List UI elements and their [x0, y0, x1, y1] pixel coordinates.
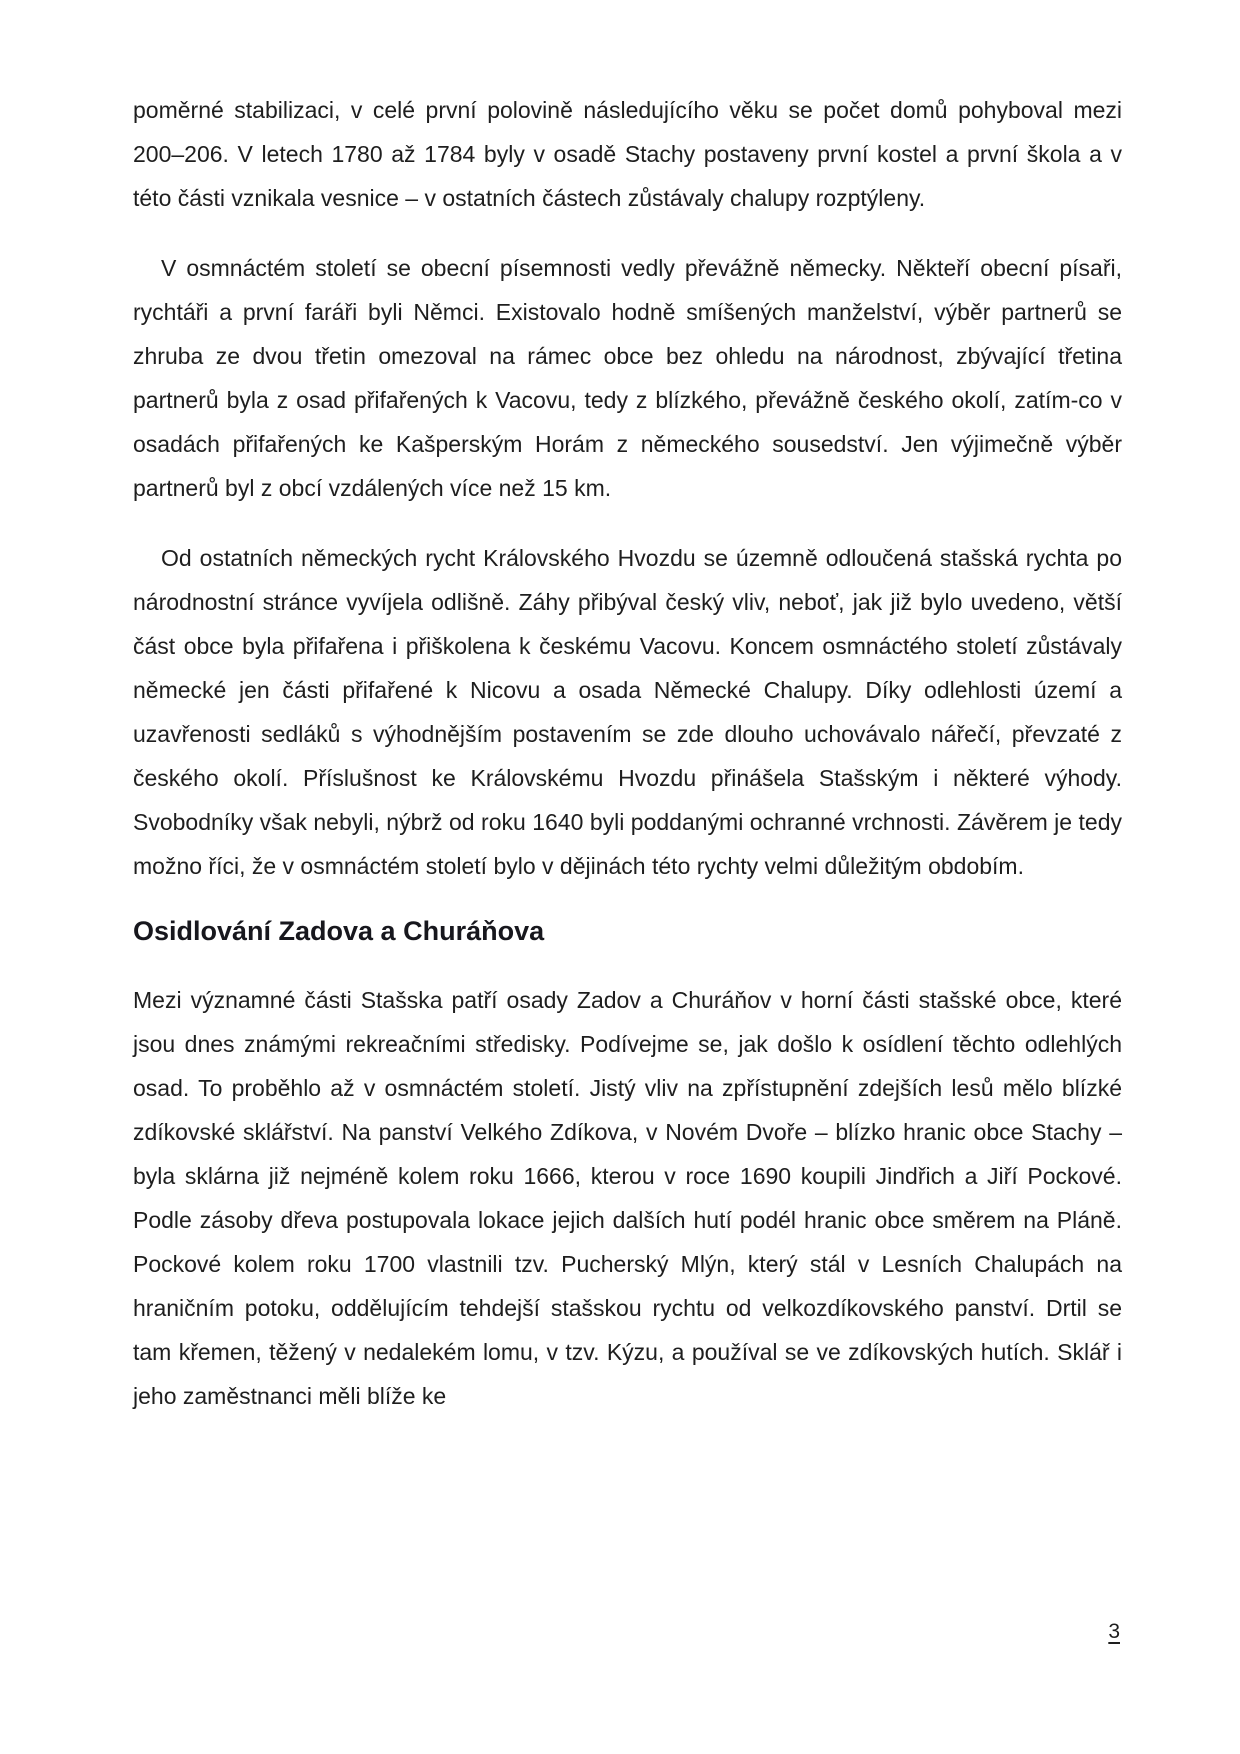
section-heading: Osidlování Zadova a Churáňova — [133, 916, 545, 946]
page-number: 3 — [1108, 1620, 1120, 1643]
paragraph-2: V osmnáctém století se obecní písemnosti vedly převážně německy. Někteří obecní písaři, rychtáři a první faráři byli Němci. Existovalo hodně smíšených manželství, výběr partnerů se zhruba ze dvou třetin omezoval na rámec obce bez ohledu na národnost, zbývající třetina partnerů byla z osad přifařených k Vacovu, tedy z blízkého, převážně českého okolí, zatím-co v osadách přifařených ke Kašperským Horám z německého sousedství. Jen výjimečně výběr partnerů byl z obcí vzdálených více než 15 km. — [133, 255, 1122, 501]
page-content — [133, 88, 1122, 1444]
paragraph-1: poměrné stabilizaci, v celé první polovině následujícího věku se počet domů pohyboval mezi 200–206. V letech 1780 až 1784 byly v osadě Stachy postaveny první kostel a první škola a v této části vznikala vesnice – v ostatních částech zůstávaly chalupy rozptýleny. — [133, 97, 1122, 211]
paragraph-4: Mezi významné části Stašska patří osady Zadov a Churáňov v horní části stašské obce, které jsou dnes známými rekreačními středisky. Podívejme se, jak došlo k osídlení těchto odlehlých osad. To proběhlo až v osmnáctém století. Jistý vliv na zpřístupnění zdejších lesů mělo blízké zdíkovské sklářství. Na panství Velkého Zdíkova, v Novém Dvoře – blízko hranic obce Stachy – byla sklárna již nejméně kolem roku 1666, kterou v roce 1690 koupili Jindřich a Jiří Pockové. Podle zásoby dřeva postupovala lokace jejich dalších hutí podél hranic obce směrem na Pláně. Pockové kolem roku 1700 vlastnili tzv. Pucherský Mlýn, který stál v Lesních Chalupách na hraničním potoku, oddělujícím tehdejší stašskou rychtu od velkozdíkovského panství. Drtil se tam křemen, těžený v nedalekém lomu, v tzv. Kýzu, a používal se ve zdíkovských hutích. Sklář i jeho zaměstnanci měli blíže ke — [133, 987, 1122, 1409]
paragraph-3: Od ostatních německých rycht Královského Hvozdu se územně odloučená stašská rychta po národnostní stránce vyvíjela odlišně. Záhy přibýval český vliv, neboť, jak již bylo uvedeno, větší část obce byla přifařena i přiškolena k českému Vacovu. Koncem osmnáctého století zůstávaly německé jen části přifařené k Nicovu a osada Německé Chalupy. Díky odlehlosti území a uzavřenosti sedláků s výhodnějším postavením se zde dlouho uchovávalo nářečí, převzaté z českého okolí. Příslušnost ke Královskému Hvozdu přinášela Stašským i některé výhody. Svobodníky však nebyli, nýbrž od roku 1640 byli poddanými ochranné vrchnosti. Závěrem je tedy možno říci, že v osmnáctém století bylo v dějinách této rychty velmi důležitým obdobím. — [133, 545, 1122, 879]
page-footer — [1108, 1618, 1120, 1646]
